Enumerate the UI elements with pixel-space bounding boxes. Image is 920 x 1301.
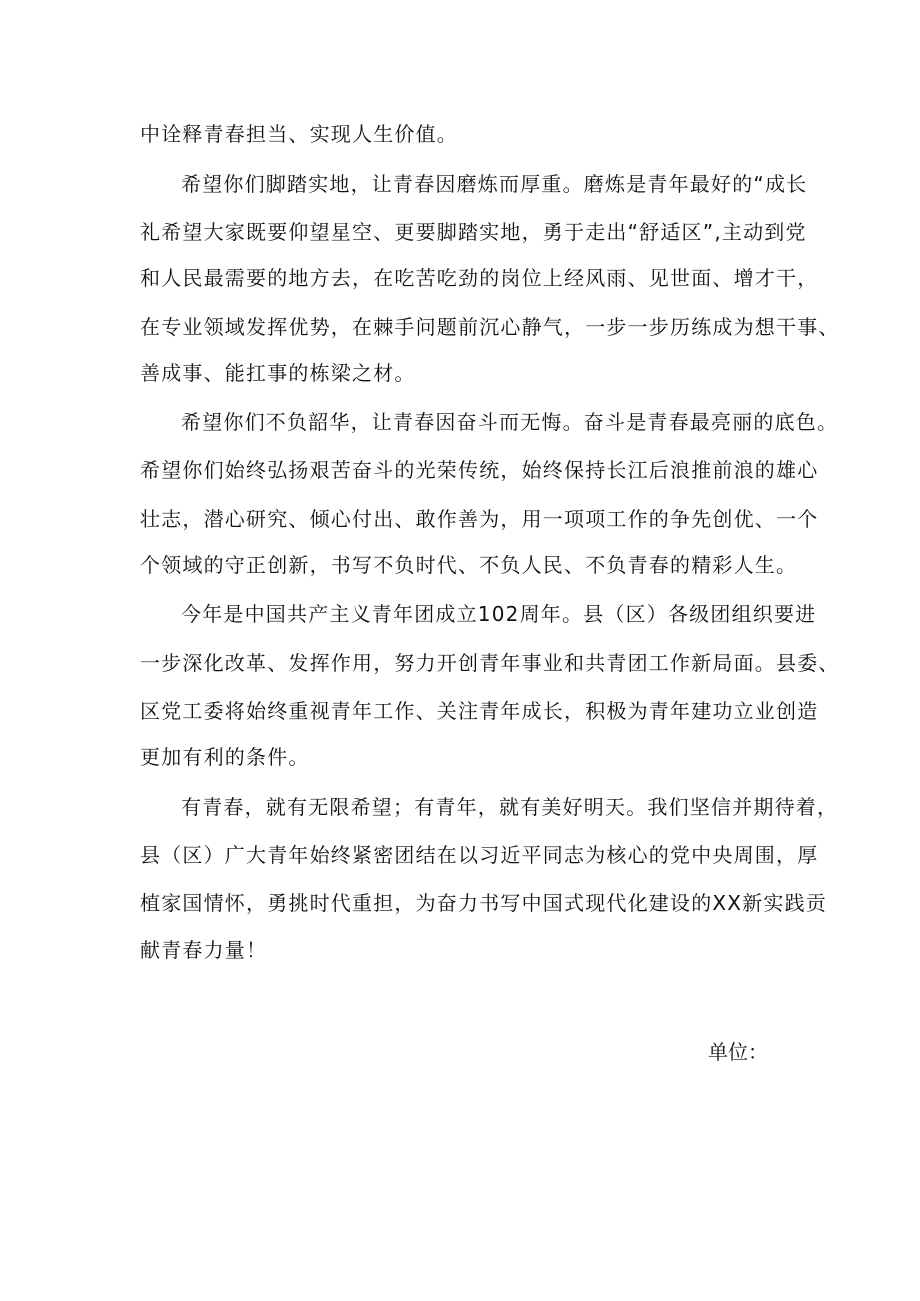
paragraph-1-line-1: 中诠释青春担当、实现人生价值。 xyxy=(140,122,458,146)
paragraph-5-line-4: 献青春力量！ xyxy=(140,938,268,962)
paragraph-3-line-2: 希望你们始终弘扬艰苦奋斗的光荣传统，始终保持长江后浪推前浪的雄心 xyxy=(140,458,819,482)
paragraph-3-line-1: 希望你们不负韶华，让青春因奋斗而无悔。奋斗是青春最亮丽的底色。 xyxy=(181,410,839,434)
paragraph-5-line-2: 县（区）广大青年始终紧密团结在以习近平同志为核心的党中央周围，厚 xyxy=(140,843,819,867)
paragraph-4-line-2: 一步深化改革、发挥作用，努力开创青年事业和共青团工作新局面。县委、 xyxy=(140,651,840,675)
paragraph-3-line-3: 壮志，潜心研究、倾心付出、敢作善为，用一项项工作的争先创优、一个 xyxy=(140,507,819,531)
paragraph-2-line-5: 善成事、能扛事的栋梁之材。 xyxy=(140,361,416,385)
paragraph-2-line-4: 在专业领域发挥优势，在棘手问题前沉心静气，一步一步历练成为想干事、 xyxy=(140,315,840,339)
signature-unit-label: 单位： xyxy=(708,1040,768,1064)
paragraph-4-line-1: 今年是中国共产主义青年团成立102周年。县（区）各级团组织要进 xyxy=(181,602,817,626)
paragraph-5-line-3: 植家国情怀，勇挑时代重担，为奋力书写中国式现代化建设的XX新实践贡 xyxy=(140,891,828,915)
paragraph-5-line-1: 有青春，就有无限希望；有青年，就有美好明天。我们坚信并期待着， xyxy=(181,795,839,819)
paragraph-2-line-1: 希望你们脚踏实地，让青春因磨炼而厚重。磨炼是青年最好的“成长 xyxy=(181,172,808,196)
paragraph-4-line-3: 区党工委将始终重视青年工作、关注青年成长，积极为青年建功立业创造 xyxy=(140,699,819,723)
paragraph-2-line-2: 礼希望大家既要仰望星空、更要脚踏实地，勇于走出“舒适区”,主动到党 xyxy=(140,220,807,244)
paragraph-2-line-3: 和人民最需要的地方去，在吃苦吃劲的岗位上经风雨、见世面、增才干， xyxy=(140,266,819,290)
paragraph-3-line-4: 个领域的守正创新，书写不负时代、不负人民、不负青春的精彩人生。 xyxy=(140,553,798,577)
paragraph-4-line-4: 更加有利的条件。 xyxy=(140,745,310,769)
